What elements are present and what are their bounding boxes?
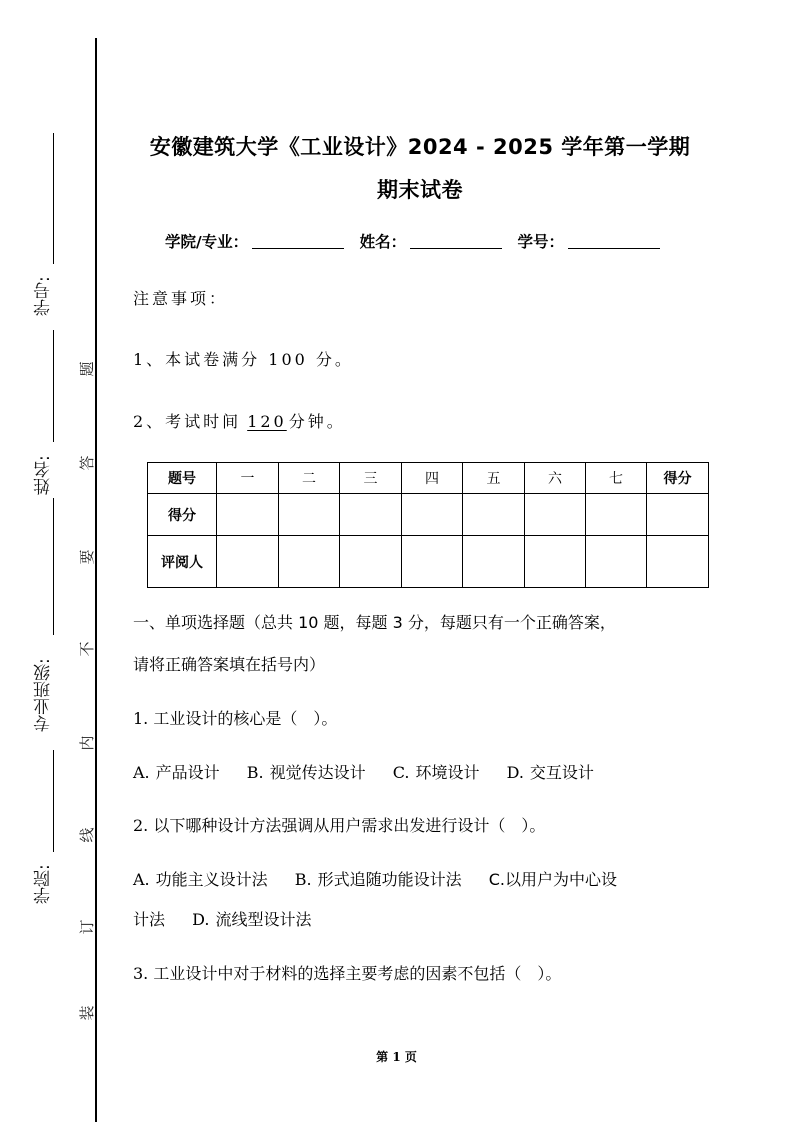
reviewer-cell[interactable] — [217, 536, 279, 588]
score-cell[interactable] — [463, 494, 525, 536]
question-2 — [133, 813, 713, 836]
exam-duration-value: 120 — [247, 412, 287, 431]
header-cell: 一 — [217, 463, 279, 494]
reviewer-cell[interactable] — [647, 536, 709, 588]
seal-char: 线 — [78, 827, 96, 843]
score-table — [147, 462, 709, 588]
reviewer-cell[interactable] — [525, 536, 586, 588]
student-info-row — [165, 230, 670, 252]
college-major-label: 学院/专业： — [165, 233, 249, 251]
seal-char: 不 — [78, 641, 96, 657]
college-fill-line — [53, 750, 54, 852]
question-text: 工业设计中对于材料的选择主要考虑的因素不包括（ ）。 — [153, 964, 562, 983]
score-cell[interactable] — [340, 494, 402, 536]
option-a[interactable]: A. 产品设计 — [133, 763, 220, 782]
score-cell[interactable] — [525, 494, 586, 536]
seal-char: 内 — [78, 735, 96, 751]
question-3 — [133, 961, 713, 984]
score-row — [148, 494, 709, 536]
section-heading: 一、单项选择题（总共 10 题，每题 3 分，每题只有一个正确答案， — [133, 613, 616, 632]
name-field[interactable] — [410, 232, 502, 249]
option-d[interactable]: D. 交互设计 — [506, 763, 594, 782]
margin-college-label: 学院: — [34, 864, 54, 904]
seal-char: 订 — [78, 919, 96, 935]
row-label: 得分 — [148, 494, 217, 536]
binding-line — [95, 38, 97, 1122]
question-text: 工业设计的核心是（ ）。 — [153, 709, 338, 728]
student-id-field[interactable] — [568, 232, 660, 249]
header-cell: 七 — [586, 463, 647, 494]
student-id-fill-line — [53, 133, 54, 264]
option-b[interactable]: B. 形式追随功能设计法 — [294, 870, 462, 889]
exam-subtitle: 期末试卷 — [377, 178, 463, 202]
name-label: 姓名： — [359, 233, 407, 251]
reviewer-cell[interactable] — [340, 536, 402, 588]
score-cell[interactable] — [279, 494, 340, 536]
question-text: 以下哪种设计方法强调从用户需求出发进行设计（ ）。 — [153, 816, 546, 835]
section-heading-cont: 请将正确答案填在括号内） — [133, 655, 326, 674]
exam-title: 安徽建筑大学《工业设计》2024 - 2025 学年第一学期 — [149, 135, 691, 159]
header-cell: 四 — [402, 463, 463, 494]
option-d[interactable]: D. 流线型设计法 — [192, 910, 312, 929]
margin-name-label: 姓名: — [34, 455, 54, 495]
header-cell: 五 — [463, 463, 525, 494]
reviewer-cell[interactable] — [463, 536, 525, 588]
margin-student-id-label: 学号: — [34, 276, 54, 316]
question-1-options — [133, 760, 713, 783]
option-a[interactable]: A. 功能主义设计法 — [133, 870, 268, 889]
score-cell[interactable] — [647, 494, 709, 536]
reviewer-row — [148, 536, 709, 588]
notice-item-2-suffix: 分钟。 — [288, 412, 346, 431]
score-table-header-row — [148, 463, 709, 494]
question-number: 3. — [133, 964, 149, 983]
question-1 — [133, 706, 713, 729]
score-cell[interactable] — [402, 494, 463, 536]
notice-item-2-prefix: 2、考试时间 — [133, 412, 242, 431]
seal-char: 答 — [78, 455, 96, 471]
reviewer-cell[interactable] — [586, 536, 647, 588]
question-number: 1. — [133, 709, 149, 728]
header-cell: 题号 — [148, 463, 217, 494]
seal-char: 装 — [78, 1005, 96, 1021]
name-fill-line — [53, 330, 54, 442]
header-cell: 二 — [279, 463, 340, 494]
reviewer-cell[interactable] — [279, 536, 340, 588]
notice-item-2 — [133, 409, 346, 432]
notice-item-1: 1、本试卷满分 100 分。 — [133, 350, 354, 369]
option-b[interactable]: B. 视觉传达设计 — [246, 763, 366, 782]
college-major-field[interactable] — [252, 232, 344, 249]
row-label: 评阅人 — [148, 536, 217, 588]
seal-char: 题 — [78, 361, 96, 377]
seal-char: 要 — [78, 549, 96, 565]
score-cell[interactable] — [586, 494, 647, 536]
question-number: 2. — [133, 816, 149, 835]
page-number: 第 1 页 — [376, 1050, 417, 1064]
notice-title: 注意事项： — [133, 289, 229, 308]
header-cell: 三 — [340, 463, 402, 494]
reviewer-cell[interactable] — [402, 536, 463, 588]
header-cell: 六 — [525, 463, 586, 494]
question-2-options-cont — [133, 907, 713, 930]
header-cell: 得分 — [647, 463, 709, 494]
question-2-options — [133, 867, 713, 890]
student-id-label: 学号： — [517, 233, 565, 251]
option-c[interactable]: C. 环境设计 — [392, 763, 480, 782]
class-fill-line — [53, 498, 54, 635]
option-c[interactable]: C.以用户为中心设 — [488, 870, 617, 889]
option-c-cont[interactable]: 计法 — [133, 910, 166, 929]
margin-major-class-label: 专业班级: — [34, 658, 54, 732]
score-cell[interactable] — [217, 494, 279, 536]
